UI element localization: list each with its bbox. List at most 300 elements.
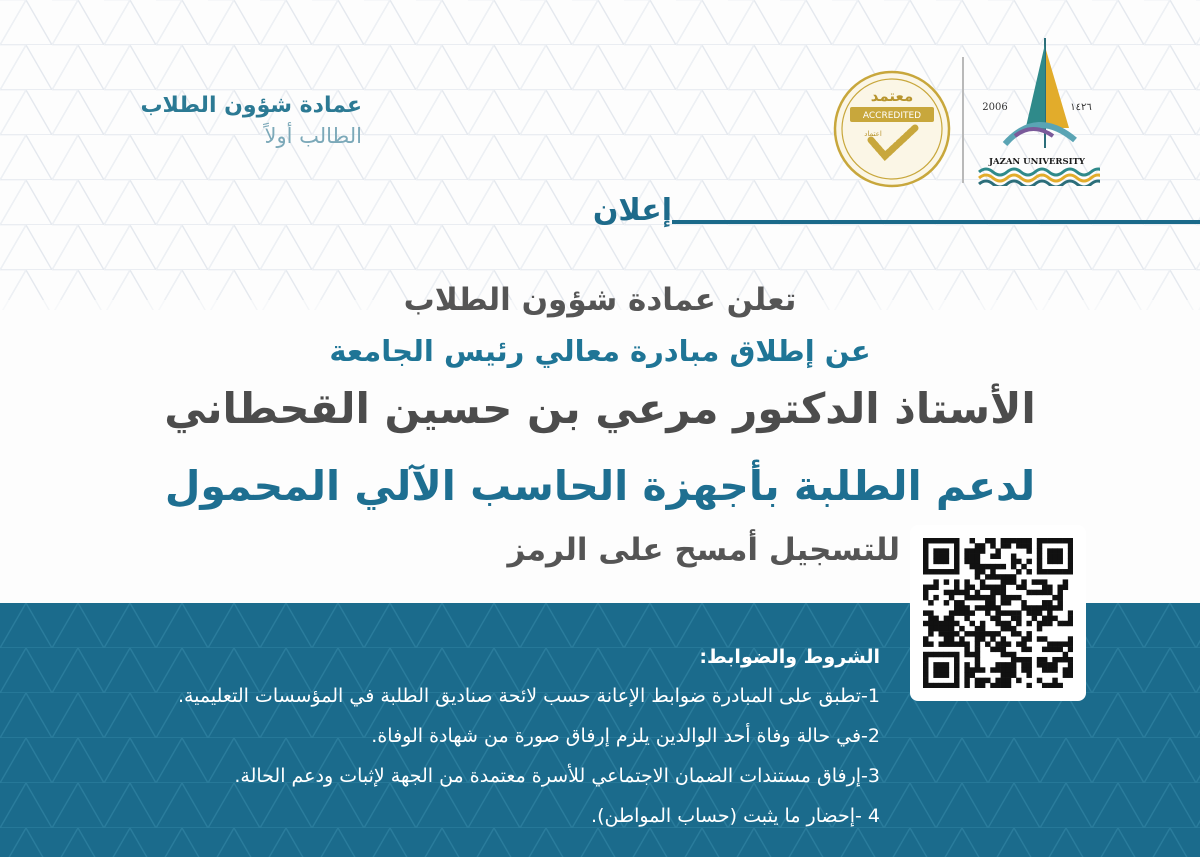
qr-module	[928, 616, 933, 621]
qr-module	[933, 538, 938, 543]
qr-module	[1052, 667, 1057, 672]
qr-module	[964, 683, 969, 688]
qr-module	[1042, 683, 1047, 688]
qr-module	[949, 652, 954, 657]
qr-module	[964, 652, 969, 657]
qr-module	[1037, 678, 1042, 683]
qr-module	[1001, 621, 1006, 626]
qr-module	[928, 569, 933, 574]
qr-module	[985, 538, 990, 543]
qr-module	[944, 554, 949, 559]
qr-module	[1037, 569, 1042, 574]
qr-module	[1006, 543, 1011, 548]
qr-module	[990, 574, 995, 579]
qr-module	[1068, 569, 1073, 574]
qr-module	[949, 641, 954, 646]
qr-module	[980, 548, 985, 553]
qr-module	[995, 590, 1000, 595]
qr-module	[1006, 595, 1011, 600]
qr-module	[964, 662, 969, 667]
qr-module	[1037, 564, 1042, 569]
university-year-gregorian: 2006	[982, 102, 1008, 113]
qr-module	[954, 554, 959, 559]
qr-module	[1068, 657, 1073, 662]
qr-module	[1057, 605, 1062, 610]
qr-module	[995, 678, 1000, 683]
qr-module	[1016, 559, 1021, 564]
qr-module	[1047, 610, 1052, 615]
qr-module	[970, 667, 975, 672]
qr-module	[1001, 647, 1006, 652]
qr-module	[1063, 585, 1068, 590]
qr-module	[990, 554, 995, 559]
qr-module	[1037, 657, 1042, 662]
qr-module	[959, 641, 964, 646]
qr-module	[964, 616, 969, 621]
announcement-title: إعلان	[592, 193, 672, 228]
qr-module	[954, 548, 959, 553]
qr-module	[1057, 683, 1062, 688]
qr-module	[1057, 569, 1062, 574]
qr-module	[1006, 538, 1011, 543]
qr-module	[928, 683, 933, 688]
logo-divider	[962, 57, 964, 183]
qr-module	[995, 548, 1000, 553]
qr-module	[939, 631, 944, 636]
qr-module	[964, 631, 969, 636]
qr-module	[975, 626, 980, 631]
qr-module	[964, 678, 969, 683]
condition-item: 4 -إحضار ما يثبت (حساب المواطن).	[591, 805, 880, 827]
qr-module	[970, 548, 975, 553]
qr-module	[1068, 647, 1073, 652]
qr-module	[1068, 543, 1073, 548]
qr-module	[1026, 647, 1031, 652]
qr-module	[1057, 621, 1062, 626]
qr-module	[933, 554, 938, 559]
qr-module	[1068, 559, 1073, 564]
qr-module	[1001, 636, 1006, 641]
qr-module	[933, 548, 938, 553]
qr-module	[939, 569, 944, 574]
qr-module	[964, 579, 969, 584]
qr-module	[1016, 616, 1021, 621]
qr-module	[1052, 641, 1057, 646]
qr-module	[975, 667, 980, 672]
qr-module	[1011, 559, 1016, 564]
qr-module	[975, 590, 980, 595]
qr-module	[1011, 657, 1016, 662]
qr-module	[1006, 610, 1011, 615]
qr-module	[1068, 616, 1073, 621]
qr-module	[923, 559, 928, 564]
qr-module	[939, 662, 944, 667]
qr-module	[1057, 600, 1062, 605]
qr-module	[990, 590, 995, 595]
qr-module	[939, 652, 944, 657]
qr-module	[954, 538, 959, 543]
qr-module	[1042, 647, 1047, 652]
qr-module	[944, 538, 949, 543]
qr-module	[944, 548, 949, 553]
qr-module	[985, 585, 990, 590]
qr-module	[990, 595, 995, 600]
qr-module	[1006, 662, 1011, 667]
qr-module	[1057, 559, 1062, 564]
qr-module	[1011, 564, 1016, 569]
qr-module	[1026, 569, 1031, 574]
university-year-hijri: ١٤٢٦	[1070, 102, 1092, 113]
qr-module	[1021, 543, 1026, 548]
announcement-line-1: تعلن عمادة شؤون الطلاب	[403, 282, 797, 318]
qr-module	[949, 683, 954, 688]
qr-module	[985, 678, 990, 683]
qr-module	[1047, 554, 1052, 559]
qr-module	[1016, 610, 1021, 615]
qr-module	[975, 554, 980, 559]
qr-module	[923, 678, 928, 683]
qr-module	[1052, 616, 1057, 621]
qr-module	[975, 683, 980, 688]
qr-module	[1011, 554, 1016, 559]
qr-module	[939, 683, 944, 688]
qr-module	[970, 595, 975, 600]
qr-module	[949, 538, 954, 543]
qr-module	[928, 585, 933, 590]
qr-module	[1057, 657, 1062, 662]
qr-module	[985, 574, 990, 579]
qr-module	[1057, 647, 1062, 652]
qr-module	[990, 569, 995, 574]
qr-module	[980, 636, 985, 641]
qr-module	[954, 678, 959, 683]
qr-module	[933, 559, 938, 564]
qr-module	[928, 621, 933, 626]
qr-module	[964, 667, 969, 672]
conditions-section	[0, 646, 880, 836]
qr-module	[933, 683, 938, 688]
qr-module	[1026, 621, 1031, 626]
qr-module	[923, 657, 928, 662]
qr-module	[959, 610, 964, 615]
qr-module	[1001, 667, 1006, 672]
qr-module	[1021, 579, 1026, 584]
qr-module	[1047, 569, 1052, 574]
qr-module	[1068, 636, 1073, 641]
qr-module	[1063, 652, 1068, 657]
qr-module	[923, 554, 928, 559]
qr-module	[975, 574, 980, 579]
qr-module	[995, 564, 1000, 569]
qr-module	[959, 600, 964, 605]
qr-module	[975, 631, 980, 636]
qr-module	[1042, 600, 1047, 605]
qr-module	[933, 621, 938, 626]
qr-module	[944, 616, 949, 621]
qr-module	[1026, 631, 1031, 636]
qr-module	[1006, 683, 1011, 688]
accredited-seal-logo	[833, 70, 951, 188]
qr-module	[964, 595, 969, 600]
qr-module	[1006, 672, 1011, 677]
qr-module	[1016, 543, 1021, 548]
qr-module	[928, 600, 933, 605]
qr-module	[1021, 564, 1026, 569]
qr-module	[1042, 662, 1047, 667]
qr-module	[933, 652, 938, 657]
qr-module	[1063, 641, 1068, 646]
qr-module	[964, 610, 969, 615]
qr-module	[980, 631, 985, 636]
qr-module	[1011, 626, 1016, 631]
qr-module	[954, 672, 959, 677]
qr-module	[995, 647, 1000, 652]
qr-module	[985, 610, 990, 615]
condition-item: 2-في حالة وفاة أحد الوالدين يلزم إرفاق صورة من شهادة الوفاة.	[371, 725, 880, 747]
qr-module	[1006, 667, 1011, 672]
qr-module	[964, 590, 969, 595]
qr-module	[959, 626, 964, 631]
qr-module	[923, 569, 928, 574]
qr-module	[1047, 647, 1052, 652]
qr-module	[975, 636, 980, 641]
qr-module	[1057, 641, 1062, 646]
qr-module	[1052, 569, 1057, 574]
qr-module	[959, 590, 964, 595]
qr-module	[1011, 579, 1016, 584]
qr-module	[1068, 672, 1073, 677]
qr-module	[1057, 585, 1062, 590]
qr-module	[1068, 621, 1073, 626]
condition-item: 3-إرفاق مستندات الضمان الاجتماعي للأسرة معتمدة من الجهة لإثبات ودعم الحالة.	[234, 765, 880, 787]
qr-module	[995, 610, 1000, 615]
qr-module	[954, 600, 959, 605]
qr-module	[1063, 667, 1068, 672]
qr-module	[1057, 548, 1062, 553]
qr-module	[1042, 657, 1047, 662]
qr-module	[1057, 595, 1062, 600]
qr-module	[1047, 616, 1052, 621]
qr-module	[1016, 631, 1021, 636]
qr-module	[1032, 590, 1037, 595]
qr-module	[970, 672, 975, 677]
qr-module	[1016, 621, 1021, 626]
qr-module	[975, 652, 980, 657]
qr-module	[939, 559, 944, 564]
qr-module	[1006, 626, 1011, 631]
qr-module	[928, 641, 933, 646]
qr-module	[985, 564, 990, 569]
qr-module	[964, 647, 969, 652]
qr-module	[1001, 626, 1006, 631]
qr-module	[975, 543, 980, 548]
qr-module	[1037, 605, 1042, 610]
qr-module	[1001, 610, 1006, 615]
qr-module	[1021, 538, 1026, 543]
condition-item: 1-تطبق على المبادرة ضوابط الإعانة حسب لائحة صناديق الطلبة في المؤسسات التعليمية.	[177, 685, 880, 707]
qr-module	[975, 605, 980, 610]
qr-module	[970, 554, 975, 559]
qr-module	[1026, 590, 1031, 595]
qr-module	[923, 585, 928, 590]
qr-module	[954, 667, 959, 672]
qr-module	[1037, 543, 1042, 548]
qr-module	[933, 672, 938, 677]
qr-module	[975, 569, 980, 574]
qr-module	[1001, 678, 1006, 683]
qr-module	[980, 595, 985, 600]
qr-module	[995, 667, 1000, 672]
qr-module	[944, 641, 949, 646]
qr-module	[1052, 548, 1057, 553]
qr-module	[939, 672, 944, 677]
qr-module	[995, 662, 1000, 667]
qr-module	[1016, 595, 1021, 600]
qr-module	[980, 621, 985, 626]
qr-module	[1001, 564, 1006, 569]
qr-module	[1042, 667, 1047, 672]
qr-module	[1026, 683, 1031, 688]
qr-module	[964, 554, 969, 559]
qr-module	[939, 667, 944, 672]
qr-module	[1011, 574, 1016, 579]
register-instruction: للتسجيل أمسح على الرمز	[507, 532, 900, 568]
qr-module	[970, 538, 975, 543]
qr-module	[1026, 672, 1031, 677]
qr-module	[1052, 554, 1057, 559]
qr-module	[1026, 605, 1031, 610]
qr-module	[1006, 641, 1011, 646]
qr-module	[923, 610, 928, 615]
announcement-line-4: لدعم الطلبة بأجهزة الحاسب الآلي المحمول	[164, 462, 1036, 510]
qr-module	[964, 559, 969, 564]
announcement-title-underline	[672, 220, 1200, 224]
qr-module	[944, 667, 949, 672]
qr-module	[990, 631, 995, 636]
qr-module	[990, 605, 995, 610]
qr-module	[954, 652, 959, 657]
qr-module	[980, 626, 985, 631]
qr-module	[985, 641, 990, 646]
qr-module	[1057, 590, 1062, 595]
qr-module	[949, 631, 954, 636]
registration-qr-code[interactable]	[910, 525, 1086, 701]
qr-module	[1068, 538, 1073, 543]
qr-module	[1001, 672, 1006, 677]
qr-module	[923, 662, 928, 667]
qr-module	[980, 569, 985, 574]
qr-module	[970, 621, 975, 626]
qr-module	[1052, 647, 1057, 652]
qr-module	[1063, 538, 1068, 543]
qr-module	[949, 621, 954, 626]
qr-module	[1057, 538, 1062, 543]
qr-module	[1042, 538, 1047, 543]
qr-module	[1052, 662, 1057, 667]
qr-module	[944, 631, 949, 636]
qr-module	[1052, 683, 1057, 688]
qr-module	[923, 595, 928, 600]
qr-module	[954, 590, 959, 595]
qr-module	[1026, 548, 1031, 553]
qr-module	[1047, 538, 1052, 543]
qr-module	[1047, 600, 1052, 605]
qr-module	[964, 548, 969, 553]
qr-module	[944, 626, 949, 631]
qr-module	[990, 585, 995, 590]
qr-module	[1037, 559, 1042, 564]
qr-module	[990, 538, 995, 543]
qr-module	[995, 641, 1000, 646]
qr-module	[964, 672, 969, 677]
qr-module	[939, 538, 944, 543]
qr-module	[1001, 585, 1006, 590]
qr-module	[1047, 621, 1052, 626]
conditions-title: الشروط والضوابط:	[699, 646, 880, 668]
qr-module	[975, 595, 980, 600]
qr-module	[1063, 672, 1068, 677]
qr-module	[923, 667, 928, 672]
qr-module	[1032, 579, 1037, 584]
deanship-slogan: الطالب أولاً	[264, 124, 362, 148]
qr-module	[995, 605, 1000, 610]
qr-module	[954, 564, 959, 569]
qr-module	[949, 636, 954, 641]
qr-module	[944, 569, 949, 574]
qr-module	[1006, 678, 1011, 683]
qr-module	[995, 631, 1000, 636]
qr-module	[1047, 590, 1052, 595]
qr-module	[975, 559, 980, 564]
qr-module	[1068, 610, 1073, 615]
qr-module	[1001, 574, 1006, 579]
accredited-seal-small-text: اعتماد	[864, 130, 882, 138]
qr-module	[980, 667, 985, 672]
qr-module	[944, 621, 949, 626]
qr-module	[933, 667, 938, 672]
qr-module	[944, 579, 949, 584]
qr-module	[1032, 610, 1037, 615]
qr-module	[933, 626, 938, 631]
qr-module	[923, 621, 928, 626]
qr-module	[923, 683, 928, 688]
qr-module	[1032, 616, 1037, 621]
qr-module	[1068, 554, 1073, 559]
qr-module	[1063, 569, 1068, 574]
qr-module	[1047, 605, 1052, 610]
qr-module	[970, 585, 975, 590]
qr-module	[1042, 590, 1047, 595]
qr-module	[1021, 647, 1026, 652]
qr-module	[1011, 616, 1016, 621]
qr-module	[1021, 657, 1026, 662]
qr-module	[933, 579, 938, 584]
qr-module	[990, 636, 995, 641]
accredited-arabic-label: معتمد	[870, 87, 914, 105]
qr-module	[1001, 641, 1006, 646]
qr-module	[980, 585, 985, 590]
qr-module	[1052, 538, 1057, 543]
qr-module	[990, 667, 995, 672]
qr-module	[949, 569, 954, 574]
qr-module	[1068, 548, 1073, 553]
qr-module	[1068, 662, 1073, 667]
qr-module	[1052, 678, 1057, 683]
qr-module	[995, 616, 1000, 621]
qr-module	[928, 610, 933, 615]
qr-module	[1001, 683, 1006, 688]
qr-module	[1021, 662, 1026, 667]
